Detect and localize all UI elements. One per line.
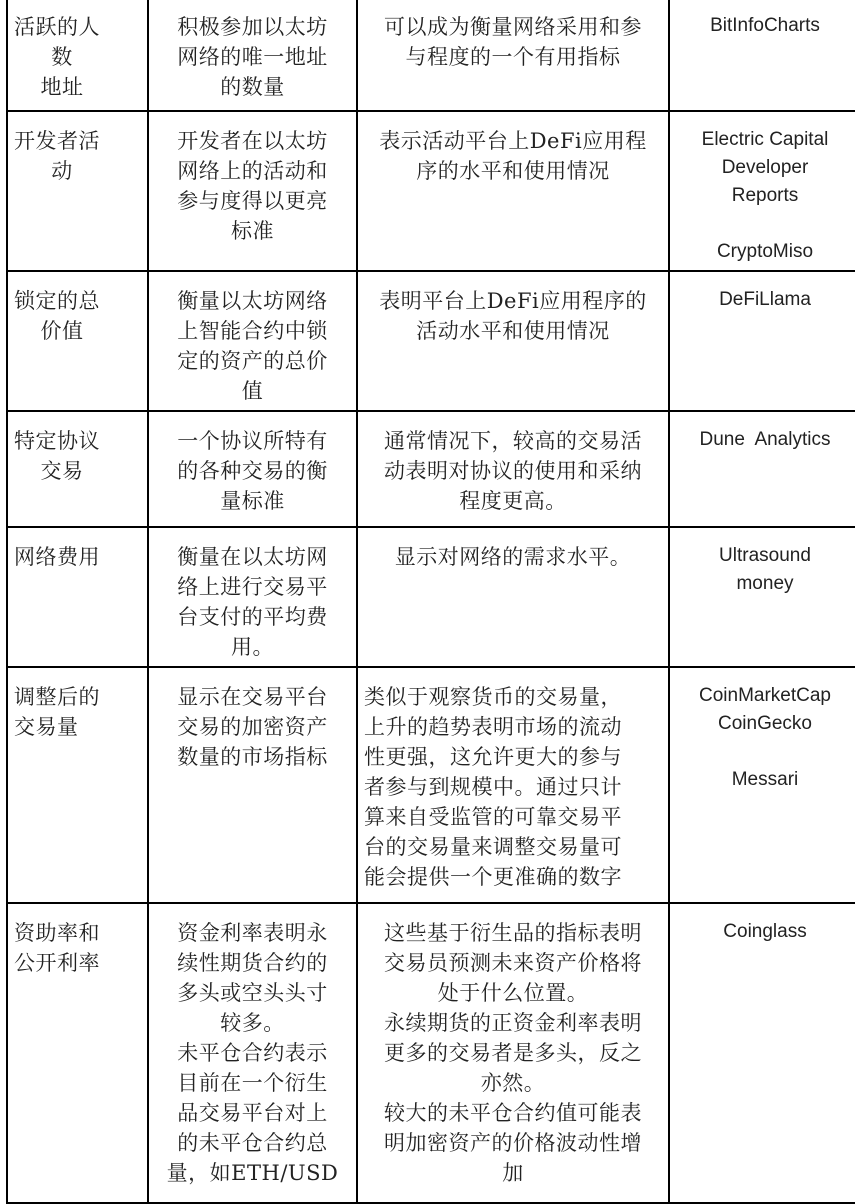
metric-cell (7, 0, 148, 111)
significance-text: 加 (502, 1161, 524, 1185)
definition-text: 用。 (231, 635, 274, 659)
definition-text: 衡量以太坊网络 (177, 289, 328, 313)
table-row (7, 111, 855, 271)
significance-cell (357, 111, 669, 271)
significance-text: 台的交易量来调整交易量可 (364, 835, 622, 859)
definition-text: 目前在一个衍生 (177, 1071, 328, 1095)
metric-text: 地址 (40, 75, 84, 99)
metric-text: 锁定的总 (14, 289, 100, 313)
significance-text: 类似于观察货币的交易量， (364, 685, 622, 709)
definition-text: 较多。 (220, 1011, 285, 1035)
source-cell (669, 667, 855, 903)
definition-text: 品交易平台对上 (177, 1101, 328, 1125)
table-row (7, 271, 855, 411)
source-text: Coinglass (723, 921, 807, 942)
definition-text: 参与度得以更亮 (177, 189, 328, 213)
table-row (7, 903, 855, 1203)
metric-text: 活跃的人 (14, 15, 100, 39)
significance-text: 动表明对协议的使用和采纳 (384, 459, 642, 483)
definition-text: 的各种交易的衡 (177, 459, 328, 483)
significance-text: 显示对网络的需求水平。 (394, 545, 632, 569)
significance-text: 交易员预测未来资产价格将 (384, 951, 642, 975)
significance-text: 更多的交易者是多头，反之 (384, 1041, 642, 1065)
source-text: money (736, 573, 794, 594)
definition-cell (148, 527, 357, 667)
metric-cell (7, 271, 148, 411)
definition-cell (148, 0, 357, 111)
definition-text: 资金利率表明永 (177, 921, 328, 945)
source-text: Developer (721, 157, 809, 178)
definition-text: 续性期货合约的 (177, 951, 328, 975)
metric-cell (7, 667, 148, 903)
table-row (7, 667, 855, 903)
significance-cell (357, 411, 669, 527)
source-text: CryptoMiso (716, 241, 814, 262)
definition-text: 量，如ETH/USD (166, 1161, 339, 1185)
definition-text: 未平仓合约表示 (177, 1041, 328, 1065)
significance-text: 通常情况下，较高的交易活 (384, 429, 642, 453)
metric-text: 交易量 (14, 715, 79, 739)
definition-cell (148, 271, 357, 411)
significance-text: 能会提供一个更准确的数字 (364, 865, 622, 889)
significance-text: 活动水平和使用情况 (416, 319, 610, 343)
significance-text: 永续期货的正资金利率表明 (384, 1011, 642, 1035)
source-text: Reports (731, 185, 799, 206)
significance-text: 序的水平和使用情况 (416, 159, 610, 183)
definition-text: 积极参加以太坊 (177, 15, 328, 39)
significance-cell (357, 667, 669, 903)
metric-text: 数 (51, 45, 73, 69)
source-cell (669, 111, 855, 271)
source-text: Dune Analytics (699, 429, 831, 450)
definition-text: 值 (241, 379, 264, 403)
metric-cell (7, 411, 148, 527)
source-cell (669, 411, 855, 527)
definition-text: 的数量 (220, 75, 285, 99)
significance-text: 性更强，这允许更大的参与 (364, 745, 622, 769)
source-text: Messari (731, 769, 799, 790)
source-cell (669, 527, 855, 667)
metric-text: 调整后的 (14, 685, 100, 709)
table-row (7, 527, 855, 667)
metric-cell (7, 903, 148, 1203)
definition-text: 定的资产的总价 (177, 349, 328, 373)
metric-text: 网络费用 (14, 545, 100, 569)
definition-text: 台支付的平均费 (177, 605, 328, 629)
significance-cell (357, 527, 669, 667)
source-text: BitInfoCharts (710, 15, 820, 36)
significance-text: 表示活动平台上DeFi应用程 (379, 129, 647, 153)
table-row (7, 411, 855, 527)
source-text: DeFiLlama (719, 289, 811, 310)
significance-text: 明加密资产的价格波动性增 (384, 1131, 642, 1155)
metrics-table (6, 0, 855, 1204)
significance-cell (357, 271, 669, 411)
significance-text: 与程度的一个有用指标 (405, 45, 621, 69)
metric-cell (7, 111, 148, 271)
definition-text: 络上进行交易平 (177, 575, 328, 599)
definition-text: 交易的加密资产 (177, 715, 328, 739)
source-text: Ultrasound (719, 545, 811, 566)
definition-text: 多头或空头头寸 (177, 981, 328, 1005)
metric-text: 动 (51, 159, 73, 183)
definition-text: 网络上的活动和 (177, 159, 328, 183)
definition-text: 量标准 (220, 489, 285, 513)
metric-text: 资助率和 (14, 921, 100, 945)
definition-text: 衡量在以太坊网 (177, 545, 328, 569)
significance-text: 上升的趋势表明市场的流动 (364, 715, 622, 739)
definition-text: 显示在交易平台 (177, 685, 328, 709)
definition-text: 开发者在以太坊 (177, 129, 328, 153)
significance-text: 算来自受监管的可靠交易平 (364, 805, 622, 829)
definition-text: 一个协议所特有 (177, 429, 328, 453)
significance-text: 这些基于衍生品的指标表明 (384, 921, 642, 945)
metric-text: 价值 (40, 319, 84, 343)
definition-cell (148, 667, 357, 903)
source-text: CoinMarketCap (699, 685, 831, 706)
metric-text: 公开利率 (14, 951, 100, 975)
definition-cell (148, 411, 357, 527)
significance-text: 处于什么位置。 (437, 981, 589, 1005)
significance-cell (357, 0, 669, 111)
metric-text: 交易 (40, 459, 84, 483)
source-cell (669, 271, 855, 411)
definition-cell (148, 111, 357, 271)
source-cell (669, 0, 855, 111)
significance-text: 较大的未平仓合约值可能表 (384, 1101, 642, 1125)
definition-cell (148, 903, 357, 1203)
definition-text: 网络的唯一地址 (177, 45, 328, 69)
definition-text: 标准 (231, 219, 274, 243)
significance-text: 可以成为衡量网络采用和参 (384, 15, 642, 39)
significance-text: 程度更高。 (459, 489, 567, 513)
significance-cell (357, 903, 669, 1203)
table-row (7, 0, 855, 111)
definition-text: 的未平仓合约总 (177, 1131, 328, 1155)
metric-cell (7, 527, 148, 667)
metric-text: 开发者活 (14, 129, 100, 153)
source-cell (669, 903, 855, 1203)
definition-text: 上智能合约中锁 (177, 319, 328, 343)
significance-text: 者参与到规模中。通过只计 (364, 775, 622, 799)
significance-text: 表明平台上DeFi应用程序的 (379, 289, 647, 313)
source-text: CoinGecko (718, 713, 812, 734)
source-text: Electric Capital (701, 129, 829, 150)
significance-text: 亦然。 (480, 1071, 546, 1095)
definition-text: 数量的市场指标 (177, 745, 328, 769)
metric-text: 特定协议 (14, 429, 100, 453)
